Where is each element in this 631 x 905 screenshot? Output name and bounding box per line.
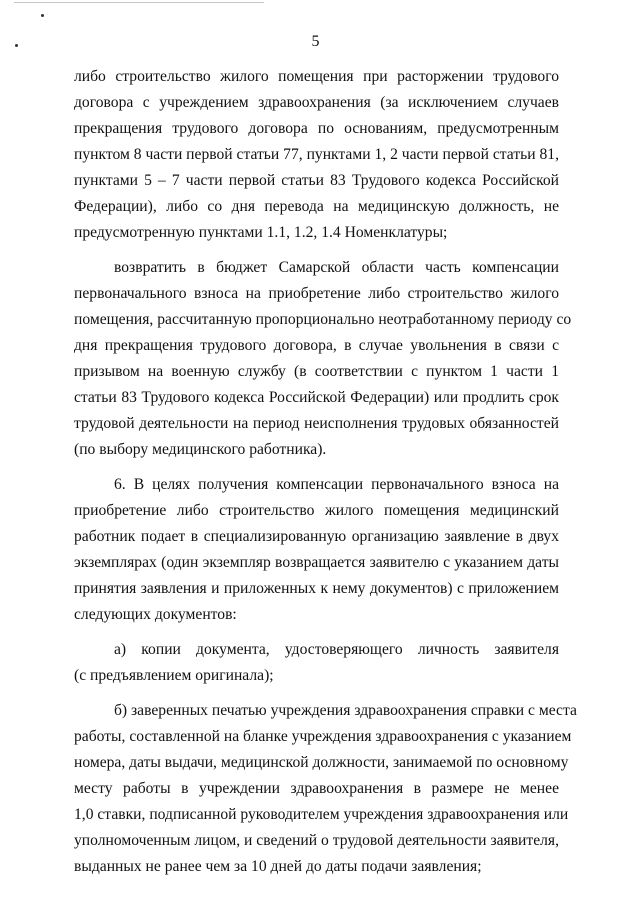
- text-line: (с предъявлением оригинала);: [74, 667, 274, 684]
- text-line: выданных не ранее чем за 10 дней до даты подачи заявления;: [74, 858, 482, 875]
- text-line: б) заверенных печатью учреждения здравоохранения справки с места: [114, 702, 577, 719]
- text-line: возвратить в бюджет Самарской области часть компенсации: [114, 259, 559, 276]
- text-line: пунктами 5 – 7 части первой статьи 83 Трудового кодекса Российской: [74, 172, 559, 189]
- text-line: прекращения трудового договора по основаниям, предусмотренным: [74, 120, 559, 137]
- text-line: Федерации), либо со дня перевода на медицинскую должность, не: [74, 198, 559, 215]
- paragraph: [74, 255, 572, 463]
- text-line: номера, даты выдачи, медицинской должности, занимаемой по основному: [74, 754, 569, 771]
- text-line: уполномоченным лицом, и сведений о трудовой деятельности заявителя,: [74, 832, 559, 849]
- text-line: 6. В целях получения компенсации первоначального взноса на: [114, 476, 559, 493]
- text-line: либо строительство жилого помещения при расторжении трудового: [74, 68, 559, 85]
- text-line: работы, составленной на бланке учреждения здравоохранения с указанием: [74, 728, 572, 745]
- text-line: трудовой деятельности на период неисполнения трудовых обязанностей: [74, 415, 559, 432]
- text-line: предусмотренную пунктами 1.1, 1.2, 1.4 Номенклатуры;: [74, 224, 448, 241]
- text-line: 1,0 ставки, подписанной руководителем учреждения здравоохранения или: [74, 806, 569, 823]
- text-line: следующих документов:: [74, 606, 237, 623]
- text-line: работник подает в специализированную организацию заявление в двух: [74, 528, 559, 545]
- text-line: принятия заявления и приложенных к нему документов) с приложением: [74, 580, 559, 597]
- text-line: помещения, рассчитанную пропорционально неотработанному периоду со: [74, 311, 572, 328]
- scan-speck: [41, 14, 44, 17]
- text-line: статьи 83 Трудового кодекса Российской Федерации) или продлить срок: [74, 389, 559, 406]
- text-line: призывом на военную службу (в соответствии с пунктом 1 части 1: [74, 363, 559, 380]
- paragraph: [74, 64, 559, 246]
- text-line: пунктом 8 части первой статьи 77, пунктами 1, 2 части первой статьи 81,: [74, 146, 559, 163]
- paragraph: [74, 637, 559, 689]
- paragraph: [74, 698, 577, 880]
- text-line: приобретение либо строительство жилого помещения медицинский: [74, 502, 559, 519]
- text-line: (по выбору медицинского работника).: [74, 441, 327, 458]
- text-line: а) копии документа, удостоверяющего личность заявителя: [114, 641, 559, 658]
- text-line: договора с учреждением здравоохранения (за исключением случаев: [74, 94, 559, 111]
- paragraph: [74, 472, 559, 628]
- document-body: [74, 64, 577, 889]
- text-line: первоначального взноса на приобретение либо строительство жилого: [74, 285, 559, 302]
- scan-edge-line: [14, 2, 264, 3]
- page-number: 5: [311, 33, 320, 50]
- text-line: экземплярах (один экземпляр возвращается заявителю с указанием даты: [74, 554, 559, 571]
- text-line: дня прекращения трудового договора, в случае увольнения в связи с: [74, 337, 559, 354]
- text-line: месту работы в учреждении здравоохранения в размере не менее: [74, 780, 559, 797]
